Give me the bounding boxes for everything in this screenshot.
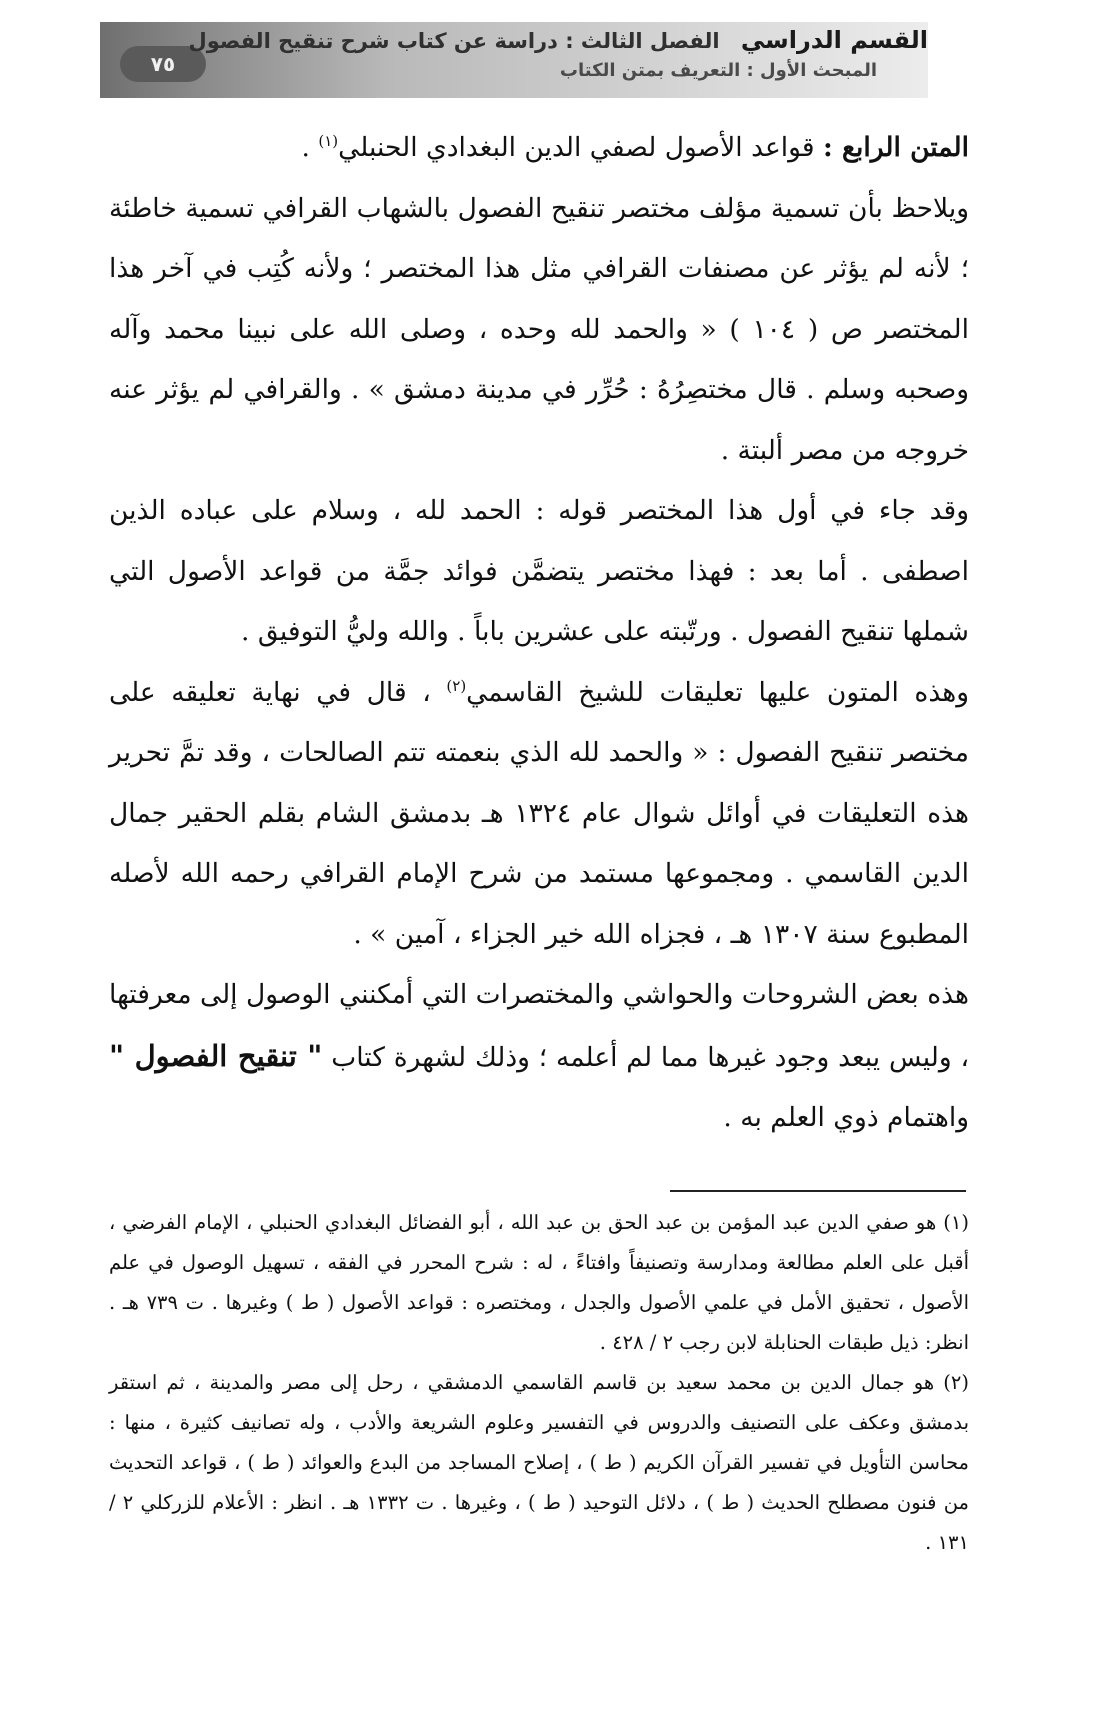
paragraph-5-end: واهتمام ذوي العلم به . [723,1102,969,1133]
footnote-ref-1: (١) [318,132,339,151]
header-chapter: الفصل الثالث : دراسة عن كتاب شرح تنقيح الفصول [188,29,720,53]
header-section: القسم الدراسي [740,26,928,54]
header-subsection: المبحث الأول : التعريف بمتن الكتاب [559,60,877,81]
paragraph-1-end: . [301,132,319,163]
paragraph-1 [109,118,969,179]
paragraph-4-start: وهذه المتون عليها تعليقات للشيخ القاسمي [466,676,969,708]
paragraph-4 [109,663,969,966]
footnote-2: (٢) هو جمال الدين بن محمد سعيد بن قاسم القاسمي الدمشقي ، رحل إلى مصر والمدينة ، ثم استقر بدمشق وعكف على التصنيف والدروس في التفسير وعلوم الشريعة والأدب ، وله تصانيف كثيرة ، منها : محاسن التأويل في تفسير القرآن الكريم ( ط ) ، إصلاح المساجد من البدع والعوائد ( ط ) ، قواعد التحديث من فنون مصطلح الحديث ( ط ) ، دلائل التوحيد ( ط ) ، وغيرها . ت ١٣٣٢ هـ . انظر : الأعلام للزركلي ٢ / ١٣١ . [109,1371,969,1554]
matn-label: المتن الرابع : [822,132,969,163]
paragraph-1-text: قواعد الأصول لصفي الدين البغدادي الحنبلي [338,132,823,163]
main-text [109,118,969,1149]
paragraph-2: ويلاحظ بأن تسمية مؤلف مختصر تنقيح الفصول بالشهاب القرافي تسمية خاطئة ؛ لأنه لم يؤثر عن مصنفات القرافي مثل هذا المختصر ؛ ولأنه كُتِب في آخر هذا المختصر ص ( ١٠٤ ) « والحمد لله وحده ، وصلى الله على نبينا محمد وآله وصحبه وسلم . قال مختصِرُهُ : حُرِّر في مدينة دمشق » . والقرافي لم يؤثر عنه خروجه من مصر ألبتة . [109,192,969,466]
paragraph-3: وقد جاء في أول هذا المختصر قوله : الحمد لله ، وسلام على عباده الذين اصطفى . أما بعد : فهذا مختصر يتضمَّن فوائد جمَّة من قواعد الأصول التي شملها تنقيح الفصول . ورتّبته على عشرين باباً . والله وليُّ التوفيق . [109,495,969,647]
footnote-ref-2: (٢) [446,676,467,695]
footnotes [109,1203,969,1563]
footnote-divider [670,1190,966,1192]
paragraph-5 [109,965,969,1149]
page-number: ٧٥ [120,46,206,82]
running-header-title [188,26,928,54]
footnote-1: (١) هو صفي الدين عبد المؤمن بن عبد الحق بن عبد الله ، أبو الفضائل البغدادي الحنبلي ، الإمام الفرضي ، أقبل على العلم مطالعة ومدارسة وتصنيفاً وافتاءً ، له : شرح المحرر في الفقه ، تسهيل الوصول في علم الأصول ، تحقيق الأمل في علمي الأصول والجدل ، ومختصره : قواعد الأصول ( ط ) وغيرها . ت ٧٣٩ هـ . انظر: ذيل طبقات الحنابلة لابن رجب ٢ / ٤٢٨ . [109,1211,970,1354]
paragraph-5-start: هذه بعض الشروحات والحواشي والمختصرات التي أمكنني الوصول إلى معرفتها ، وليس يبعد وجود غيرها مما لم أعلمه ؛ وذلك لشهرة كتاب [109,979,969,1073]
paragraph-4-rest: ، قال في نهاية تعليقه على مختصر تنقيح الفصول : « والحمد لله الذي بنعمته تتم الصالحات ، وقد تمَّ تحرير هذه التعليقات في أوائل شوال عام ١٣٢٤ هـ بدمشق الشام بقلم الحقير جمال الدين القاسمي . ومجموعها مستمد من شرح الإمام القرافي رحمه الله لأصله المطبوع سنة ١٣٠٧ هـ ، فجزاه الله خير الجزاء ، آمين » . [109,676,969,950]
book-title: " تنقيح الفصول " [109,1038,323,1073]
